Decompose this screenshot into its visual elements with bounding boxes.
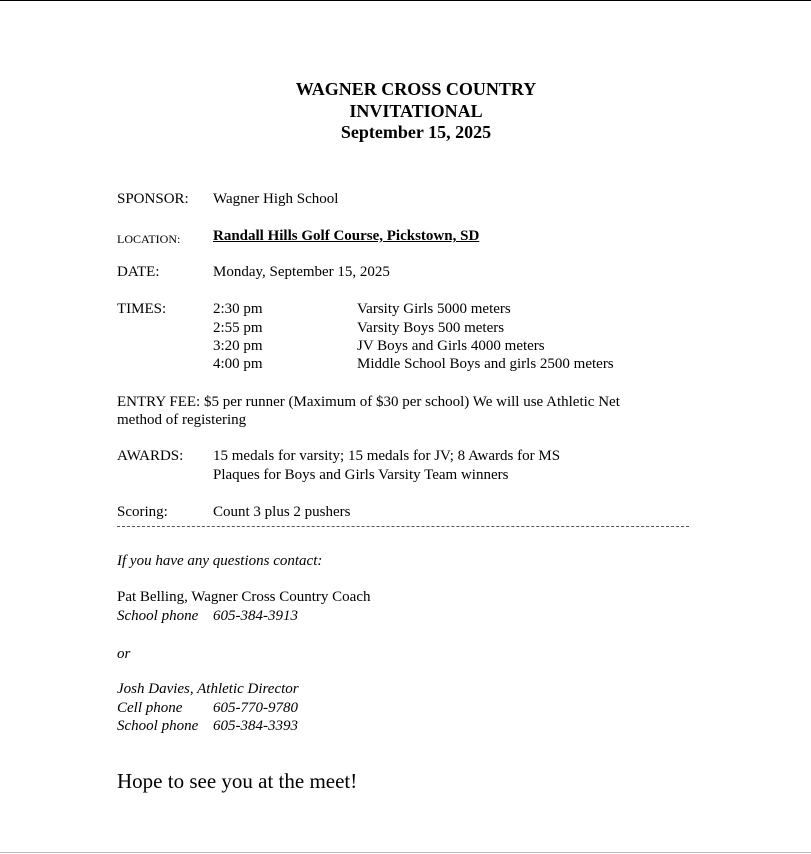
title-line-2: INVITATIONAL [349,101,483,121]
entry-fee-line-1: ENTRY FEE: $5 per runner (Maximum of $30 per school) We will use Athletic Net [117,394,620,410]
sponsor-value: Wagner High School [213,191,339,207]
awards-label: AWARDS: [117,448,184,464]
school-phone: 605-384-3393 [213,718,298,734]
scoring-value: Count 3 plus 2 pushers [213,504,351,520]
title-line-3: September 15, 2025 [340,122,492,142]
contact-intro: If you have any questions contact: [117,553,323,569]
time-2: 2:55 pm [213,320,263,336]
time-1: 2:30 pm [213,301,263,317]
date-value: Monday, September 15, 2025 [213,264,390,280]
time-4: 4:00 pm [213,356,263,372]
entry-fee-line-2: method of registering [117,412,247,428]
event-3: JV Boys and Girls 4000 meters [357,338,545,354]
coach-phone: 605-384-3913 [213,608,298,624]
event-4: Middle School Boys and girls 2500 meters [357,356,614,372]
scoring-label: Scoring: [117,504,168,520]
coach-name: Pat Belling, Wagner Cross Country Coach [117,589,371,605]
coach-phone-label: School phone [117,608,199,624]
awards-line-2: Plaques for Boys and Girls Varsity Team winners [213,467,509,483]
time-3: 3:20 pm [213,338,263,354]
cell-phone-label: Cell phone [117,700,183,716]
director-name: Josh Davies, Athletic Director [117,681,299,697]
location-label: LOCATION: [117,232,181,246]
title-line-1: WAGNER CROSS COUNTRY [295,79,537,99]
times-label: TIMES: [117,301,167,317]
bottom-border [0,852,811,853]
school-phone-label: School phone [117,718,199,734]
location-value: Randall Hills Golf Course, Pickstown, SD [213,228,480,244]
top-border [0,0,811,1]
awards-line-1: 15 medals for varsity; 15 medals for JV; 8 Awards for MS [213,448,561,464]
sponsor-label: SPONSOR: [117,191,189,207]
event-1: Varsity Girls 5000 meters [357,301,511,317]
cell-phone: 605-770-9780 [213,700,298,716]
or-text: or [117,646,131,662]
closing-message: Hope to see you at the meet! [117,769,358,793]
date-label: DATE: [117,264,160,280]
event-2: Varsity Boys 500 meters [357,320,505,336]
dashed-divider [117,526,689,527]
